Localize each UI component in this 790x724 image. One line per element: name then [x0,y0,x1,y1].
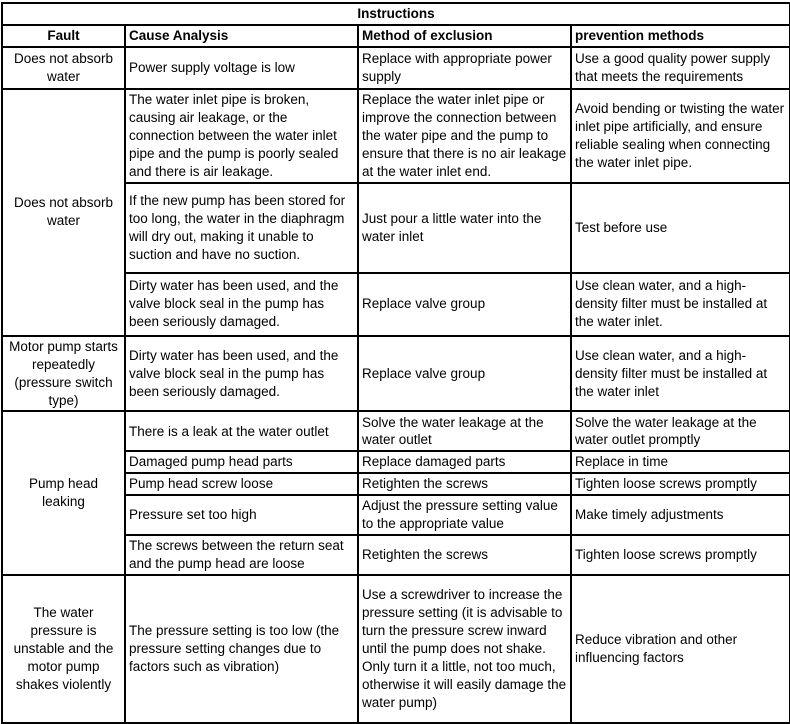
method-cell: Solve the water leakage at the water outlet [358,411,571,451]
prevention-cell: Replace in time [571,451,790,473]
cause-cell: If the new pump has been stored for too long, the water in the diaphragm will dry out, making it unable to suction and have no suction. [125,183,358,273]
cause-cell: There is a leak at the water outlet [125,411,358,451]
cause-cell: The water inlet pipe is broken, causing air leakage, or the connection between the water inlet pipe and the pump is poorly sealed and there is air leakage. [125,89,358,183]
table-title: Instructions [2,3,790,25]
method-cell: Retighten the screws [358,535,571,575]
fault-cell: Does not absorb water [2,89,125,336]
table-row [2,411,790,451]
prevention-cell: Reduce vibration and other influencing factors [571,575,790,723]
fault-cell: Does not absorb water [2,47,125,89]
table-row [2,47,790,89]
cause-cell: The pressure setting is too low (the pressure setting changes due to factors such as vibration) [125,575,358,723]
prevention-cell: Use clean water, and a high-density filter must be installed at the water inlet. [571,273,790,336]
cause-cell: Damaged pump head parts [125,451,358,473]
table-row [2,336,790,412]
method-cell: Replace with appropriate power supply [358,47,571,89]
prevention-cell: Use clean water, and a high-density filter must be installed at the water inlet [571,336,790,412]
table-header-row [2,25,790,47]
prevention-cell: Make timely adjustments [571,495,790,535]
method-cell: Replace valve group [358,273,571,336]
method-cell: Replace valve group [358,336,571,412]
fault-cell: Pump head leaking [2,411,125,575]
method-cell: Adjust the pressure setting value to the appropriate value [358,495,571,535]
column-header-cause-analysis: Cause Analysis [125,25,358,47]
method-cell: Retighten the screws [358,473,571,495]
column-header-fault: Fault [2,25,125,47]
column-header-method-of-exclusion: Method of exclusion [358,25,571,47]
cause-cell: Power supply voltage is low [125,47,358,89]
prevention-cell: Use a good quality power supply that meets the requirements [571,47,790,89]
cause-cell: Pressure set too high [125,495,358,535]
column-header-prevention-methods: prevention methods [571,25,790,47]
table-title-row [2,3,790,25]
method-cell: Replace the water inlet pipe or improve the connection between the water pipe and the pump to ensure that there is no air leakage at the water inlet end. [358,89,571,183]
fault-cell: The water pressure is unstable and the motor pump shakes violently [2,575,125,723]
instructions-table [1,2,790,724]
method-cell: Replace damaged parts [358,451,571,473]
prevention-cell: Tighten loose screws promptly [571,473,790,495]
cause-cell: Pump head screw loose [125,473,358,495]
cause-cell: The screws between the return seat and the pump head are loose [125,535,358,575]
cause-cell: Dirty water has been used, and the valve block seal in the pump has been seriously damaged. [125,273,358,336]
cause-cell: Dirty water has been used, and the valve block seal in the pump has been seriously damaged. [125,336,358,412]
prevention-cell: Test before use [571,183,790,273]
prevention-cell: Avoid bending or twisting the water inlet pipe artificially, and ensure reliable sealing when connecting the water inlet pipe. [571,89,790,183]
method-cell: Just pour a little water into the water inlet [358,183,571,273]
table-row [2,575,790,723]
table-row [2,89,790,183]
prevention-cell: Solve the water leakage at the water outlet promptly [571,411,790,451]
method-cell: Use a screwdriver to increase the pressure setting (it is advisable to turn the pressure screw inward until the pump does not shake. Only turn it a little, not too much, otherwise it will easily damage the water pump) [358,575,571,723]
prevention-cell: Tighten loose screws promptly [571,535,790,575]
fault-cell: Motor pump starts repeatedly (pressure switch type) [2,336,125,412]
